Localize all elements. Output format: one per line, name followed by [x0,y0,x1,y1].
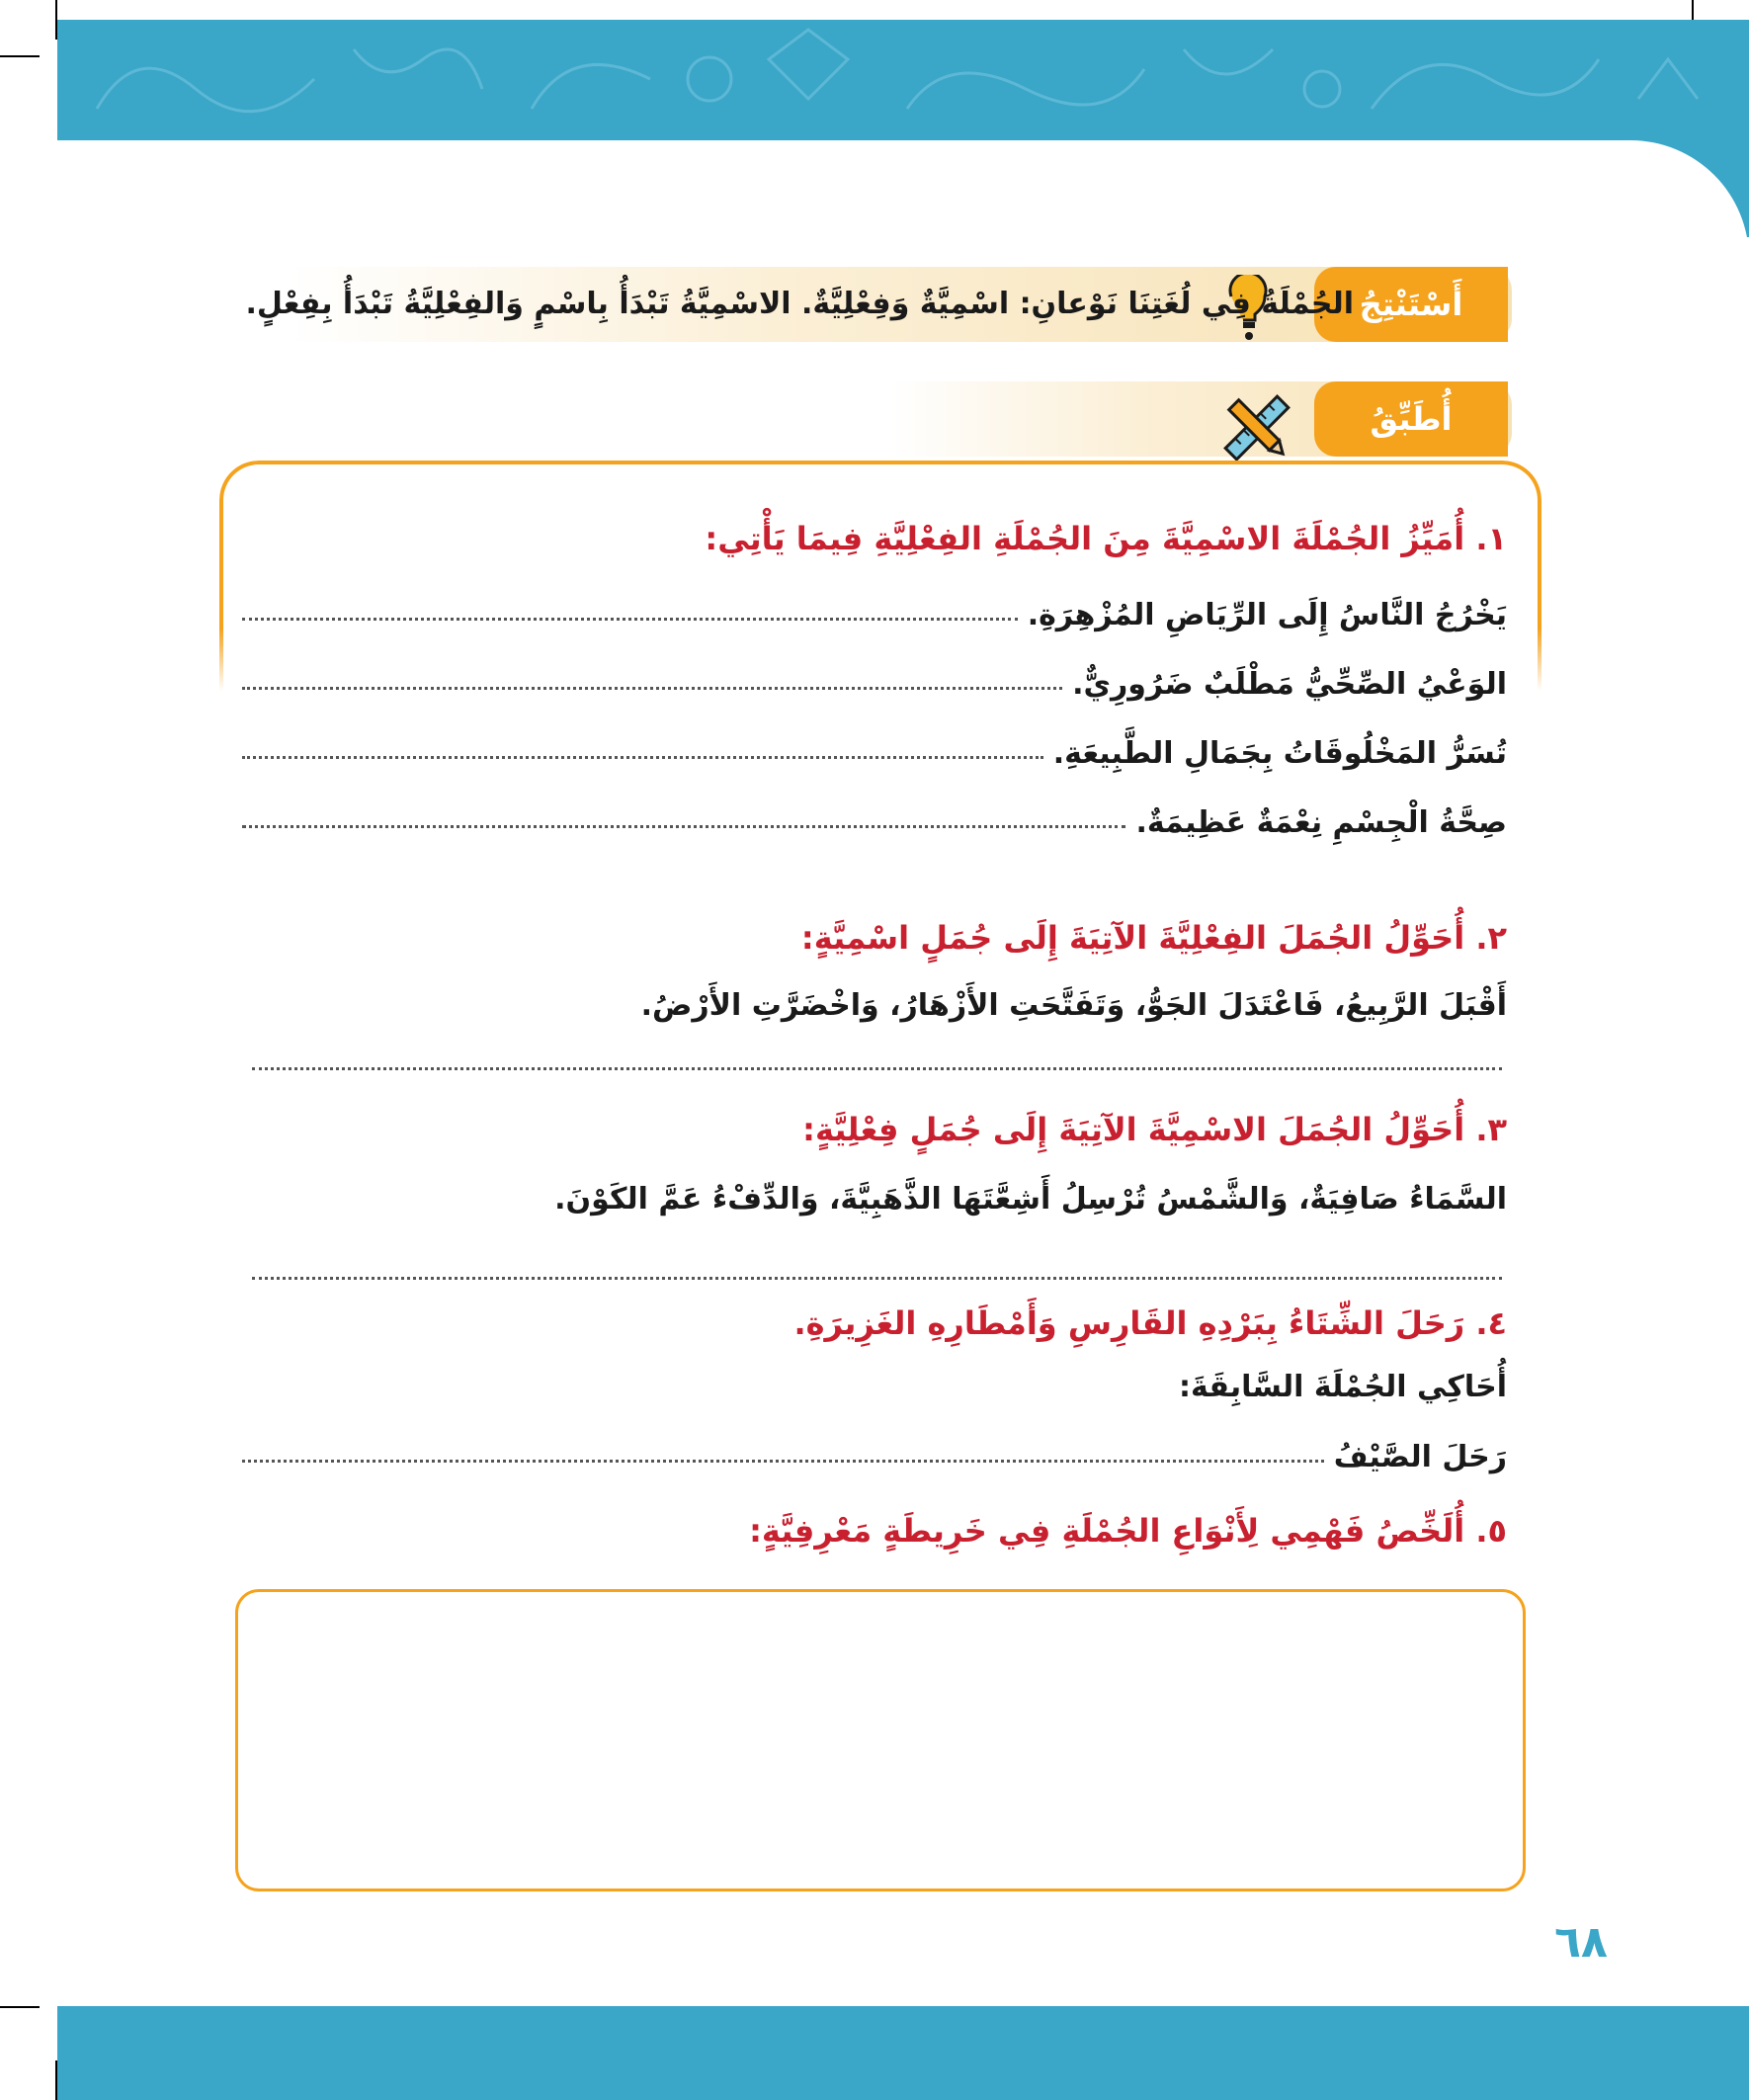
apply-badge: أُطَبِّقُ [1314,381,1508,457]
answer-line[interactable] [242,1460,1324,1463]
question-2-title: ٢. أُحَوِّلُ الجُمَلَ الفِعْلِيَّةَ الآتِيَةَ إِلَى جُمَلٍ اسْمِيَّةٍ: [800,919,1507,957]
page-number: ٦٨ [1554,1917,1608,1968]
sentence-text: صِحَّةُ الْجِسْمِ نِعْمَةٌ عَظِيمَةٌ. [1135,805,1507,840]
footer-band [57,2006,1749,2100]
question-4-prompt: رَحَلَ الصَّيْفُ [1333,1440,1507,1474]
crop-mark [0,2006,40,2008]
answer-row[interactable] [242,791,1507,840]
answer-line[interactable] [252,1277,1502,1280]
answer-line[interactable] [242,825,1125,828]
crop-mark [0,55,40,57]
answer-row[interactable] [242,652,1507,702]
question-3-sentence: السَّمَاءُ صَافِيَةٌ، وَالشَّمْسُ تُرْسِلُ أَشِعَّتَهَا الذَّهَبِيَّةَ، وَالدِّفْءُ عَمَّ الكَوْنَ. [554,1182,1507,1217]
answer-line[interactable] [242,618,1018,621]
sentence-text: الوَعْيُ الصِّحِّيُّ مَطْلَبٌ ضَرُورِيٌّ. [1072,667,1507,702]
sentence-text: يَخْرُجُ النَّاسُ إِلَى الرِّيَاضِ المُزْهِرَةِ. [1027,598,1507,632]
conclude-badge: أَسْتَنْتِجُ [1314,267,1508,342]
answer-row[interactable] [242,583,1507,632]
question-2-sentence: أَقْبَلَ الرَّبِيعُ، فَاعْتَدَلَ الجَوُّ، وَتَفَتَّحَتِ الأَزْهَارُ، وَاخْضَرَّتِ الأَرْضُ. [640,988,1507,1023]
answer-row[interactable] [242,1425,1507,1474]
conclude-text: الجُمْلَةُ فِي لُغَتِنَا نَوْعانِ: اسْمِيَّةٌ وَفِعْلِيَّةٌ. الاسْمِيَّةُ تَبْدَأُ بِاسْمٍ وَالفِعْلِيَّةُ تَبْدَأُ بِفِعْلٍ. [245,287,1354,321]
answer-line[interactable] [242,687,1062,690]
answer-row[interactable] [242,721,1507,771]
answer-line[interactable] [242,756,1043,759]
question-3-title: ٣. أُحَوِّلُ الجُمَلَ الاسْمِيَّةَ الآتِيَةَ إِلَى جُمَلٍ فِعْلِيَّةٍ: [802,1111,1507,1148]
question-1-title: ١. أُمَيِّزُ الجُمْلَةَ الاسْمِيَّةَ مِنَ الجُمْلَةِ الفِعْلِيَّةِ فِيمَا يَأْتِي: [705,520,1507,557]
pencil-ruler-icon [1215,389,1298,466]
question-4-title: ٤. رَحَلَ الشِّتَاءُ بِبَرْدِهِ القَارِسِ وَأَمْطَارِهِ الغَزِيرَةِ. [793,1304,1507,1342]
concept-map-box[interactable] [235,1589,1526,1891]
question-5-title: ٥. أُلَخِّصُ فَهْمِي لِأَنْوَاعِ الجُمْلَةِ فِي خَرِيطَةٍ مَعْرِفِيَّةٍ: [749,1512,1507,1550]
question-4-instruction: أُحَاكِي الجُمْلَةَ السَّابِقَةَ: [1179,1370,1507,1404]
answer-line[interactable] [252,1067,1502,1070]
sentence-text: تُسَرُّ المَخْلُوقَاتُ بِجَمَالِ الطَّبِيعَةِ. [1052,736,1507,771]
